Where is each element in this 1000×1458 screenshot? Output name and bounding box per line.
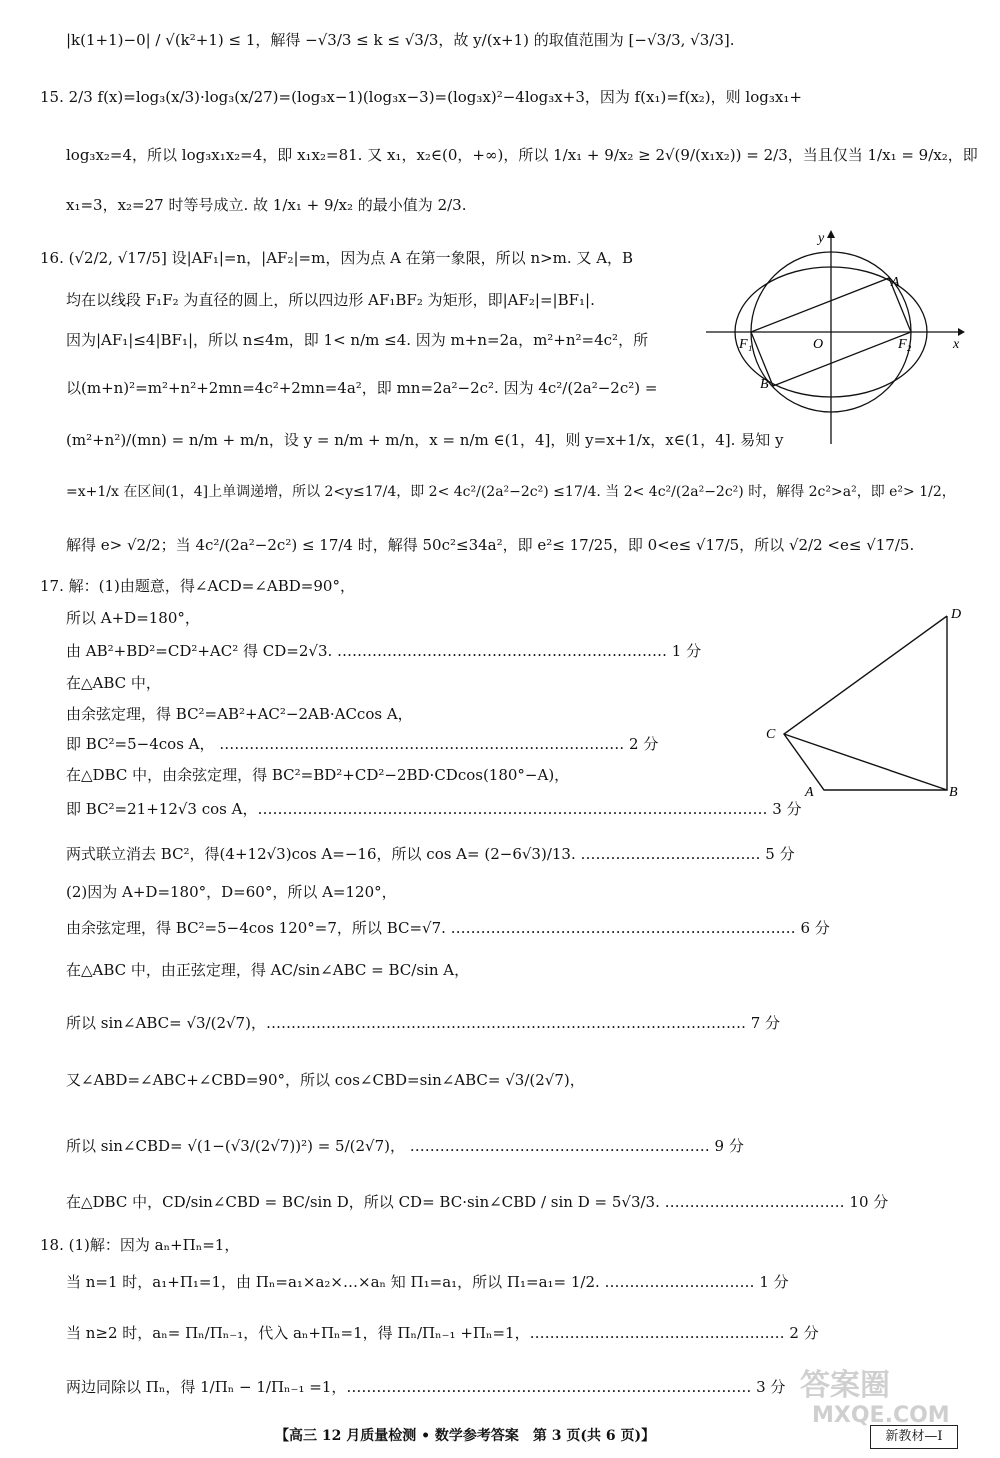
text-line: 即 BC²=5−4cos A， ……………………………………………………………………… 2 分: [66, 735, 659, 753]
text-line: 由余弦定理，得 BC²=5−4cos 120°=7，所以 BC=√7. …………………………………………………………… 6 分: [66, 919, 830, 937]
text-line: 所以 sin∠CBD= √(1−(√3/(2√7))²) = 5/(2√7)， …………………………………………………… 9 分: [66, 1137, 744, 1155]
text-line: 以(m+n)²=m²+n²+2mn=4c²+2mn=4a²，即 mn=2a²−2c². 因为 4c²/(2a²−2c²) =: [66, 379, 658, 397]
text-line: (2)因为 A+D=180°，D=60°，所以 A=120°，: [66, 883, 397, 901]
text-line: log₃x₂=4，所以 log₃x₁x₂=4，即 x₁x₂=81. 又 x₁，x₂∈(0，+∞)，所以 1/x₁ + 9/x₂ ≥ 2√(9/(x₁x₂)) = 2/3，当且仅当 1/x₁ = 9/x₂，即: [66, 146, 978, 164]
text-line: 在△ABC 中，: [66, 674, 161, 692]
quadrilateral-outline: [784, 616, 947, 790]
text-line: x₁=3，x₂=27 时等号成立. 故 1/x₁ + 9/x₂ 的最小值为 2/3.: [66, 196, 467, 214]
text-line: 两式联立消去 BC²，得(4+12√3)cos A=−16，所以 cos A= (2−6√3)/13. ……………………………… 5 分: [66, 845, 795, 863]
text-line: =x+1/x 在区间(1，4]上单调递增，所以 2<y≤17/4，即 2< 4c²/(2a²−2c²) ≤17/4. 当 2< 4c²/(2a²−2c²) 时，解得 2c²>a²，即 e²> 1/2，: [66, 484, 956, 500]
watermark-line1: 答案圈: [800, 1368, 890, 1403]
label-b: B: [760, 377, 769, 392]
text-line: 由 AB²+BD²=CD²+AC² 得 CD=2√3. ………………………………………………………… 1 分: [66, 642, 702, 660]
label-x: x: [953, 337, 960, 352]
label-b-tri: B: [949, 785, 958, 800]
segment-cb: [784, 734, 947, 790]
label-c: C: [766, 727, 776, 742]
text-line: 由余弦定理，得 BC²=AB²+AC²−2AB·ACcos A，: [66, 705, 413, 723]
edition-badge: 新教材—Ⅰ: [870, 1425, 958, 1449]
text-line: 17. 解：(1)由题意，得∠ACD=∠ABD=90°，: [40, 577, 355, 595]
text-line: 18. (1)解：因为 aₙ+Πₙ=1，: [40, 1236, 240, 1254]
label-f2: F₂: [898, 337, 912, 352]
text-line: 在△DBC 中，CD/sin∠CBD = BC/sin D，所以 CD= BC·sin∠CBD / sin D = 5√3/3. ……………………………… 10 分: [66, 1193, 889, 1211]
label-a: A: [891, 275, 900, 290]
text-line: 当 n≥2 时，aₙ= Πₙ/Πₙ₋₁，代入 aₙ+Πₙ=1，得 Πₙ/Πₙ₋₁ +Πₙ=1，…………………………………………… 2 分: [66, 1324, 819, 1342]
text-line: 均在以线段 F₁F₂ 为直径的圆上，所以四边形 AF₁BF₂ 为矩形，即|AF₂|=|BF₁|.: [66, 291, 595, 309]
page-footer: 【高三 12 月质量检测 • 数学参考答案 第 3 页(共 6 页)】: [275, 1428, 656, 1444]
watermark-line2: MXQE.COM: [812, 1403, 950, 1428]
text-line: 又∠ABD=∠ABC+∠CBD=90°，所以 cos∠CBD=sin∠ABC= √3/(2√7)，: [66, 1071, 585, 1089]
label-a-tri: A: [805, 785, 814, 800]
text-line: 在△DBC 中，由余弦定理，得 BC²=BD²+CD²−2BD·CDcos(180°−A)，: [66, 766, 570, 784]
label-o: O: [813, 337, 824, 352]
text-line: |k(1+1)−0| / √(k²+1) ≤ 1，解得 −√3/3 ≤ k ≤ √3/3，故 y/(x+1) 的取值范围为 [−√3/3, √3/3].: [66, 31, 735, 49]
label-d: D: [951, 607, 962, 622]
text-line: 因为|AF₁|≤4|BF₁|，所以 n≤4m，即 1< n/m ≤4. 因为 m+n=2a，m²+n²=4c²，所: [66, 331, 649, 349]
text-line: 即 BC²=21+12√3 cos A，………………………………………………………………………………………… 3 分: [66, 800, 802, 818]
label-y: y: [818, 231, 825, 246]
text-line: (m²+n²)/(mn) = n/m + m/n，设 y = n/m + m/n，x = n/m ∈(1，4]，则 y=x+1/x，x∈(1，4]. 易知 y: [66, 431, 784, 449]
text-line: 解得 e> √2/2；当 4c²/(2a²−2c²) ≤ 17/4 时，解得 50c²≤34a²，即 e²≤ 17/25，即 0<e≤ √17/5，所以 √2/2 <e≤ √17/5.: [66, 536, 915, 554]
label-f1: F₁: [739, 337, 753, 352]
y-axis-arrow: [827, 230, 835, 238]
quadrilateral-figure: [760, 600, 970, 800]
text-line: 所以 sin∠ABC= √3/(2√7)，…………………………………………………………………………………… 7 分: [66, 1014, 781, 1032]
text-line: 当 n=1 时，a₁+Π₁=1，由 Πₙ=a₁×a₂×…×aₙ 知 Π₁=a₁，所以 Π₁=a₁= 1/2. ………………………… 1 分: [66, 1273, 789, 1291]
text-line: 所以 A+D=180°，: [66, 609, 200, 627]
text-line: 15. 2/3 f(x)=log₃(x/3)·log₃(x/27)=(log₃x−1)(log₃x−3)=(log₃x)²−4log₃x+3，因为 f(x₁)=f(x₂)，则 log₃x₁+: [40, 88, 802, 106]
ellipse-circle-figure: [700, 226, 970, 456]
text-line: 两边同除以 Πₙ，得 1/Πₙ − 1/Πₙ₋₁ =1，……………………………………………………………………… 3 分: [66, 1378, 786, 1396]
text-line: 在△ABC 中，由正弦定理，得 AC/sin∠ABC = BC/sin A，: [66, 961, 470, 979]
text-line: 16. (√2/2, √17/5] 设|AF₁|=n，|AF₂|=m，因为点 A 在第一象限，所以 n>m. 又 A，B: [40, 249, 634, 267]
x-axis-arrow: [958, 328, 965, 336]
